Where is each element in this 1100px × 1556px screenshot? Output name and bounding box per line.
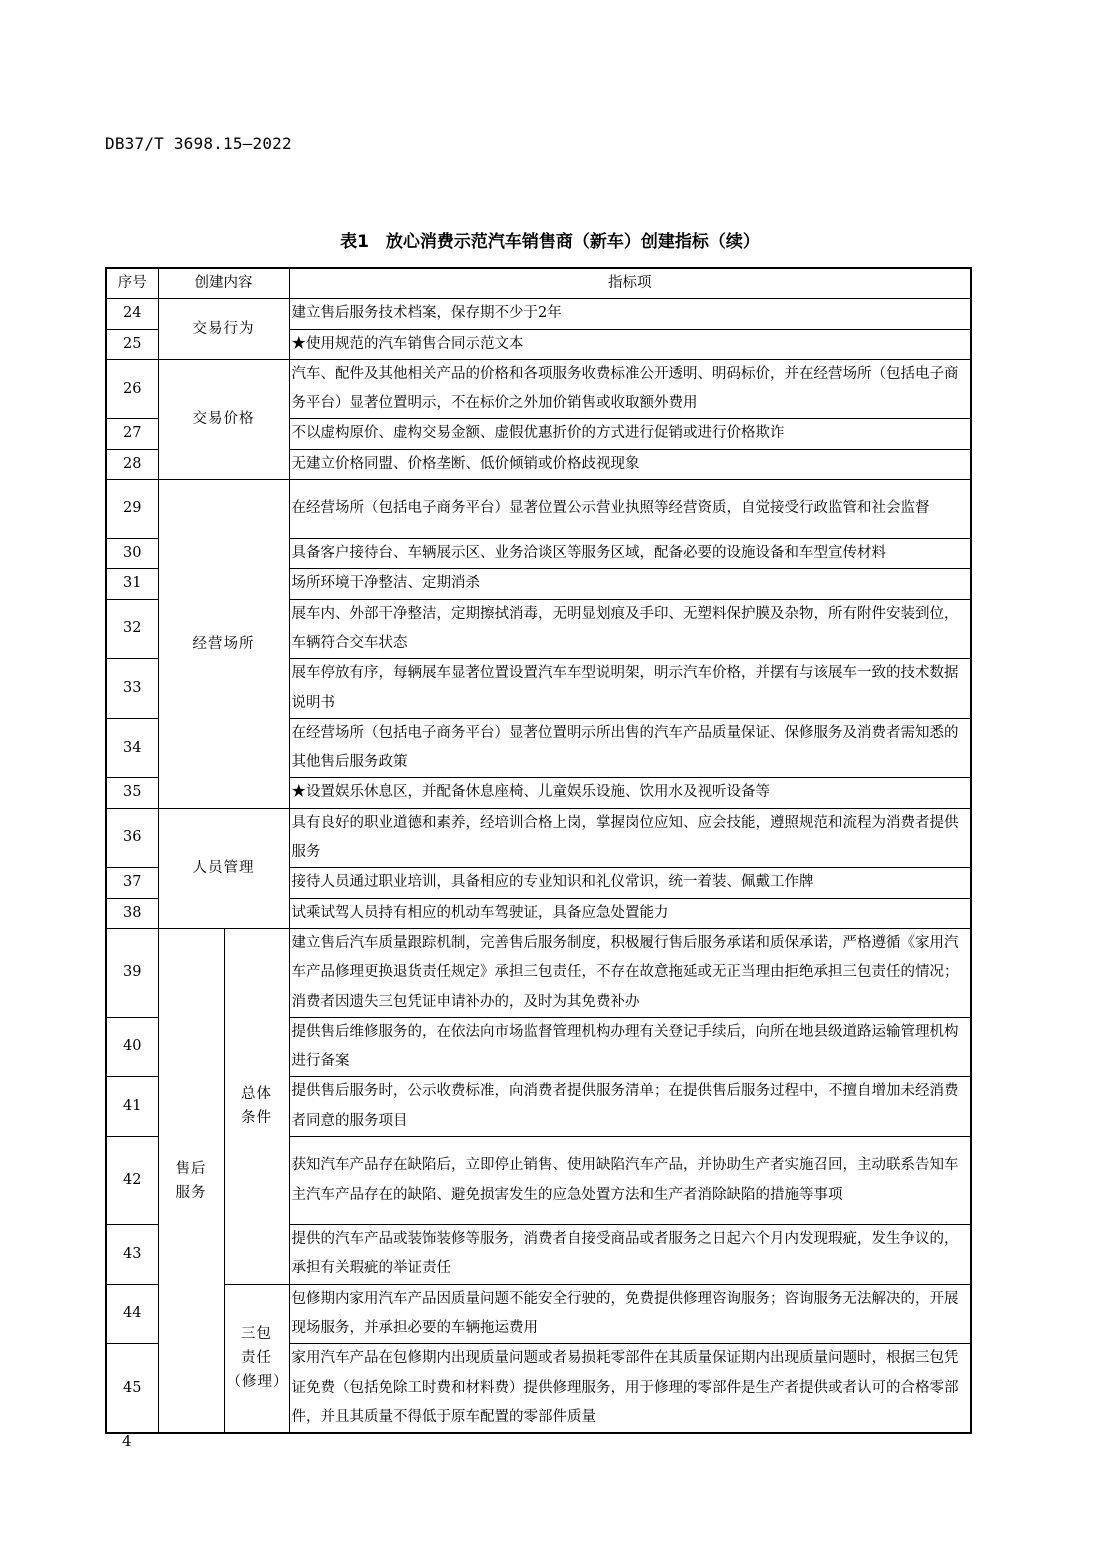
indicator-table	[105, 267, 972, 1434]
table-row	[106, 1284, 971, 1344]
row-number: 40	[106, 1017, 158, 1077]
category-after-sales-line2: 服务	[175, 1184, 207, 1201]
row-text: 汽车、配件及其他相关产品的价格和各项服务收费标准公开透明、明码标价，并在经营场所（包括电子商务平台）显著位置明示，不在标价之外加价销售或收取额外费用	[289, 359, 971, 419]
row-number: 43	[106, 1225, 158, 1285]
row-text: 提供售后服务时，公示收费标准，向消费者提供服务清单；在提供售后服务过程中，不擅自增加未经消费者同意的服务项目	[289, 1077, 971, 1137]
row-number: 29	[106, 480, 158, 539]
row-text: 无建立价格同盟、价格垄断、低价倾销或价格歧视现象	[289, 449, 971, 479]
subcategory-general-line1: 总体	[241, 1086, 272, 1103]
row-text: 场所环境干净整洁、定期消杀	[289, 569, 971, 599]
row-text: 在经营场所（包括电子商务平台）显著位置明示所出售的汽车产品质量保证、保修服务及消费者需知悉的其他售后服务政策	[289, 718, 971, 778]
table-row	[106, 480, 971, 539]
row-number: 32	[106, 599, 158, 659]
row-text: 展车内、外部干净整洁，定期擦拭消毒，无明显划痕及手印、无塑料保护膜及杂物，所有附件安装到位，车辆符合交车状态	[289, 599, 971, 659]
table-title: 表1 放心消费示范汽车销售商（新车）创建指标（续）	[340, 232, 760, 252]
row-text: 提供的汽车产品或装饰装修等服务，消费者自接受商品或者服务之日起六个月内发现瑕疵，发生争议的，承担有关瑕疵的举证责任	[289, 1225, 971, 1285]
table-header-row	[106, 268, 971, 299]
subcategory-three-line1: 三包	[241, 1326, 272, 1343]
row-number: 34	[106, 718, 158, 778]
row-text: 展车停放有序，每辆展车显著位置设置汽车车型说明架，明示汽车价格，并摆有与该展车一致的技术数据说明书	[289, 659, 971, 719]
row-text: 提供售后维修服务的，在依法向市场监督管理机构办理有关登记手续后，向所在地县级道路运输管理机构进行备案	[289, 1017, 971, 1077]
row-number: 45	[106, 1344, 158, 1433]
row-number: 26	[106, 359, 158, 419]
row-number: 28	[106, 449, 158, 479]
row-text: 在经营场所（包括电子商务平台）显著位置公示营业执照等经营资质，自觉接受行政监管和社会监督	[289, 480, 971, 539]
row-number: 24	[106, 299, 158, 329]
row-text: 接待人员通过职业培训，具备相应的专业知识和礼仪常识，统一着装、佩戴工作牌	[289, 868, 971, 898]
row-text: ★使用规范的汽车销售合同示范文本	[289, 329, 971, 359]
category-business-premises: 经营场所	[158, 480, 289, 809]
row-text: 具备客户接待台、车辆展示区、业务洽谈区等服务区域，配备必要的设施设备和车型宣传材料	[289, 539, 971, 569]
subcategory-three-guarantees	[224, 1284, 289, 1433]
subcategory-general-conditions	[224, 928, 289, 1284]
category-after-sales-line1: 售后	[175, 1160, 207, 1177]
table-row	[106, 928, 971, 1017]
row-text: ★设置娱乐休息区，并配备休息座椅、儿童娱乐设施、饮用水及视听设备等	[289, 778, 971, 808]
row-number: 39	[106, 928, 158, 1017]
subcategory-three-line3: （修理）	[226, 1374, 289, 1391]
row-text: 建立售后服务技术档案，保存期不少于2年	[289, 299, 971, 329]
row-number: 33	[106, 659, 158, 719]
row-number: 35	[106, 778, 158, 808]
row-number: 36	[106, 808, 158, 868]
row-number: 41	[106, 1077, 158, 1137]
table-row	[106, 808, 971, 868]
category-after-sales-service	[158, 928, 224, 1433]
category-trade-behavior: 交易行为	[158, 299, 289, 360]
row-text: 包修期内家用汽车产品因质量问题不能安全行驶的，免费提供修理咨询服务；咨询服务无法解决的，开展现场服务，并承担必要的车辆拖运费用	[289, 1284, 971, 1344]
page-number: 4	[122, 1432, 132, 1450]
header-content: 创建内容	[158, 268, 289, 299]
row-text: 建立售后汽车质量跟踪机制，完善售后服务制度，积极履行售后服务承诺和质保承诺，严格遵循《家用汽车产品修理更换退货责任规定》承担三包责任，不存在故意拖延或无正当理由拒绝承担三包责任的情况；消费者因遗失三包凭证申请补办的，及时为其免费补办	[289, 928, 971, 1017]
row-text: 具有良好的职业道德和素养，经培训合格上岗，掌握岗位应知、应会技能，遵照规范和流程为消费者提供服务	[289, 808, 971, 868]
category-personnel-management: 人员管理	[158, 808, 289, 928]
subcategory-three-line2: 责任	[241, 1350, 272, 1367]
subcategory-general-line2: 条件	[241, 1110, 272, 1127]
row-number: 37	[106, 868, 158, 898]
row-number: 30	[106, 539, 158, 569]
table-row	[106, 299, 971, 329]
row-text: 家用汽车产品在包修期内出现质量问题或者易损耗零部件在其质量保证期内出现质量问题时，根据三包凭证免费（包括免除工时费和材料费）提供修理服务，用于修理的零部件是生产者提供或者认可的合格零部件，并且其质量不得低于原车配置的零部件质量	[289, 1344, 971, 1433]
row-number: 44	[106, 1284, 158, 1344]
row-text: 不以虚构原价、虚构交易金额、虚假优惠折价的方式进行促销或进行价格欺诈	[289, 419, 971, 449]
row-number: 42	[106, 1137, 158, 1225]
document-code: DB37/T 3698.15—2022	[105, 134, 292, 153]
row-text: 获知汽车产品存在缺陷后，立即停止销售、使用缺陷汽车产品，并协助生产者实施召回，主动联系告知车主汽车产品存在的缺陷、避免损害发生的应急处置方法和生产者消除缺陷的措施等事项	[289, 1137, 971, 1225]
header-seq: 序号	[106, 268, 158, 299]
category-trade-price: 交易价格	[158, 359, 289, 479]
row-text: 试乘试驾人员持有相应的机动车驾驶证，具备应急处置能力	[289, 898, 971, 928]
row-number: 31	[106, 569, 158, 599]
row-number: 38	[106, 898, 158, 928]
row-number: 27	[106, 419, 158, 449]
table-row	[106, 359, 971, 419]
header-indicator: 指标项	[289, 268, 971, 299]
row-number: 25	[106, 329, 158, 359]
